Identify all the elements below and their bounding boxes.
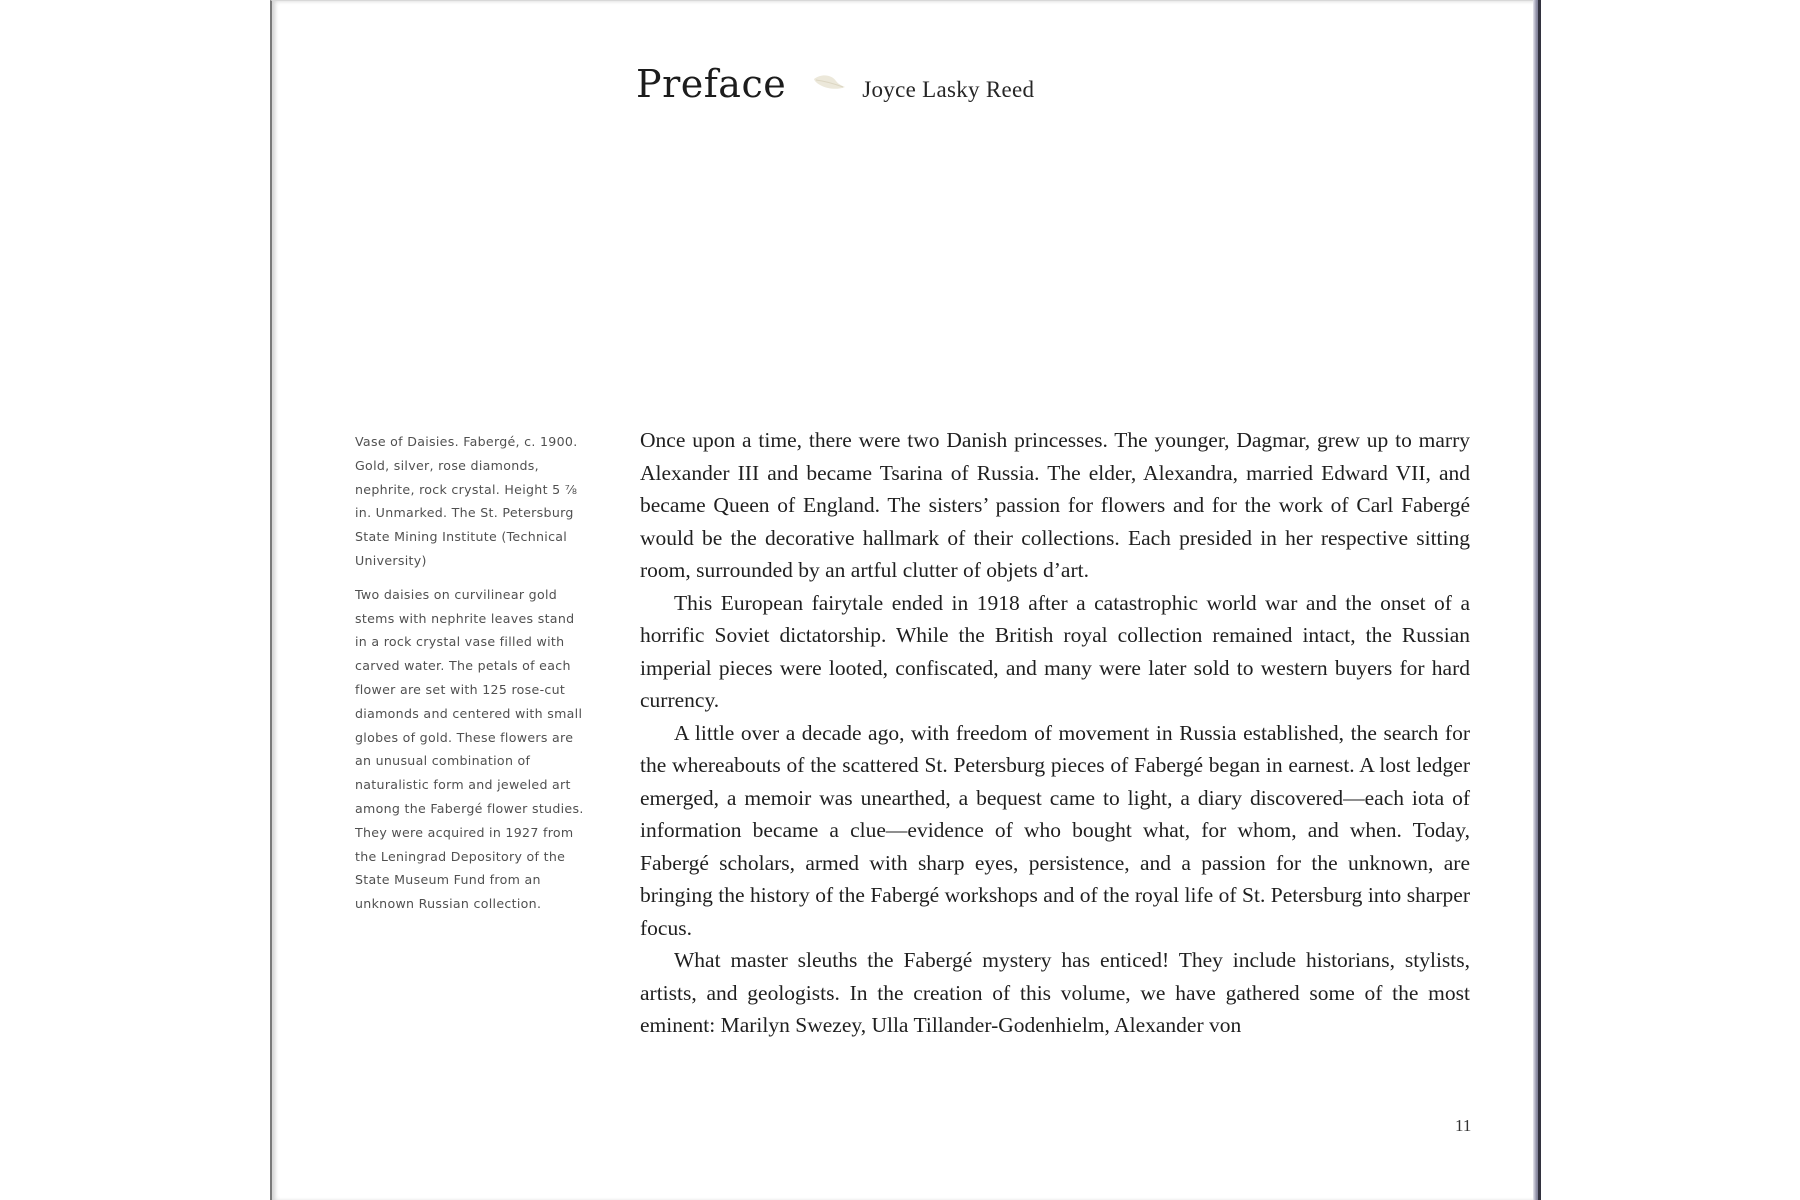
page-edge-shadow bbox=[1538, 0, 1541, 1200]
body-paragraph: This European fairytale ended in 1918 after a catastrophic world war and the onset of a horrific Soviet dictatorship. While the British royal collection remained intact, the Russian imperial pieces were looted, confiscated, and many were later sold to western buyers for hard currency. bbox=[640, 590, 1470, 712]
leaf-ornament-icon bbox=[812, 71, 846, 93]
title-row bbox=[636, 62, 1034, 106]
body-paragraph: Once upon a time, there were two Danish princesses. The younger, Dagmar, grew up to marry Alexander III and became Tsarina of Russia. The elder, Alexandra, married Edward VII, and became Queen of England. The sisters’ passion for flowers and for the work of Carl Fabergé would be the decorative hallmark of their collections. Each presided in her respective sitting room, surrounded by an artful clutter of objets d’art. bbox=[640, 428, 1470, 582]
page-number: 11 bbox=[1455, 1116, 1472, 1135]
body-paragraph: A little over a decade ago, with freedom of movement in Russia established, the search for the whereabouts of the scattered St. Petersburg pieces of Fabergé began in earnest. A lost ledger emerged, a memoir was unearthed, a bequest came to light, a diary discovered—each iota of information became a clue—evidence of who bought what, for whom, and when. Today, Fabergé scholars, armed with sharp eyes, persistence, and a passion for the unknown, are bringing the history of the Fabergé workshops and of the royal life of St. Petersburg into sharper focus. bbox=[640, 720, 1470, 940]
caption-object-details: Vase of Daisies. Fabergé, c. 1900. Gold, silver, rose diamonds, nephrite, rock crystal. Height 5 ⅞ in. Unmarked. The St. Petersburg State Mining Institute (Technical University) bbox=[355, 434, 578, 568]
figure-caption bbox=[355, 430, 587, 916]
body-paragraph: What master sleuths the Fabergé mystery has enticed! They include historians, stylists, artists, and geologists. In the creation of this volume, we have gathered some of the most eminent: Marilyn Swezey, Ulla Tillander-Godenhielm, Alexander von bbox=[640, 948, 1470, 1037]
preface-body bbox=[640, 424, 1470, 1042]
page-title: Preface bbox=[636, 62, 787, 106]
caption-description: Two daisies on curvilinear gold stems with nephrite leaves stand in a rock crystal vase filled with carved water. The petals of each flower are set with 125 rose-cut diamonds and centered with small globes of gold. These flowers are an unusual combination of naturalistic form and jeweled art among the Fabergé flower studies. They were acquired in 1927 from the Leningrad Depository of the State Museum Fund from an unknown Russian collection. bbox=[355, 586, 584, 912]
page-edge bbox=[1533, 0, 1541, 1200]
author-name: Joyce Lasky Reed bbox=[862, 77, 1035, 102]
leaf-ornament-graphic bbox=[812, 71, 846, 93]
